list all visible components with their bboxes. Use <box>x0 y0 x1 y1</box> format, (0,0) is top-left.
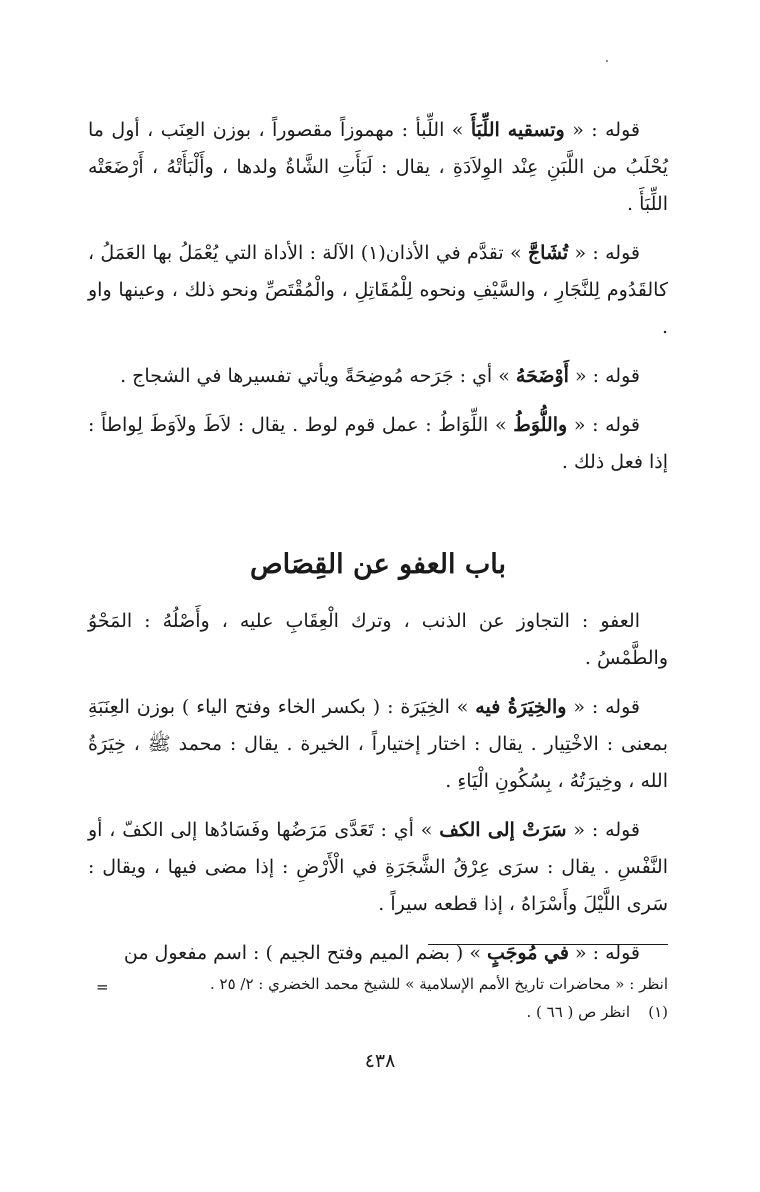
footnotes <box>88 970 668 1026</box>
headword: وتسقيه اللِّبَأَ <box>470 119 565 141</box>
footnote-1-mark: (١) <box>648 1003 668 1021</box>
paragraph-4: قوله : « واللُّوَطُ » اللِّوَاطُ : عمل قوم لوط . يقال : لاَطَ ولاَوَطَ لِواطاً : إذا فعل ذلك . <box>88 414 668 473</box>
chapter-heading: باب العفو عن القِصَاص <box>249 549 507 580</box>
main-text <box>88 112 668 984</box>
paragraph-5: العفو : التجاوز عن الذنب ، وترك الْعِقَابِ عليه ، وأَصْلُهُ : المَحْوُ والطَّمْسُ . <box>88 610 668 669</box>
footnote-continuation-text: انظر : « محاضرات تاريخ الأمم الإسلامية » للشيخ محمد الخضري : ٢/ ٢٥ . <box>209 975 668 993</box>
footnote-continuation-mark: = <box>96 978 109 996</box>
paragraph-3: قوله : « أَوْضَحَهُ » أي : جَرَحه مُوضِحَةً ويأتي تفسيرها في الشجاج . <box>120 365 640 387</box>
headword: تُشَاجَّ <box>527 242 569 264</box>
headword: سَرَتْ إلى الكف <box>439 819 567 841</box>
paragraph-2: قوله : « تُشَاجَّ » تقدَّم في الأذان(١) الآلة : الأداة التي يُعْمَلُ بها العَمَلُ ، كالقَدُوم لِلنَّجَارِ ، والسَّيْفِ ونحوه لِلْمُقَاتِلِ ، والْمُقْتَصِّ ونحو ذلك ، وعينها واو . <box>88 242 668 338</box>
headword: أَوْضَحَهُ <box>515 365 569 387</box>
paragraph-1: قوله : « وتسقيه اللِّبَأَ » اللِّبأ : مهموزاً مقصوراً ، بوزن العِنَب ، أول ما يُحْلَبُ من اللَّبَنِ عِنْد الوِلاَدَةِ ، يقال : لَبَأَتِ الشَّاةُ ولدها ، وأَلْبَأَتْهُ ، أَرْضَعَتْه اللِّبَأَ . <box>88 119 668 215</box>
footnote-divider <box>428 944 668 945</box>
page-speck <box>606 60 608 62</box>
page-number: ٤٣٨ <box>364 1050 396 1072</box>
headword: في مُوجَبٍ <box>487 942 569 964</box>
footnote-1 <box>88 998 668 1026</box>
headword: واللُّوَطُ <box>513 414 568 436</box>
paragraph-7: قوله : « سَرَتْ إلى الكف » أي : تَعَدَّى مَرَضُها وفَسَادُها إلى الكفّ ، أو النَّفْسِ . يقال : سرَى عِرْقُ الشَّجَرَةِ في الْأَرْضِ : إذا مضى فيها ، ويقال : سَرى اللَّيْلَ وأَسْرَاهُ ، إذا قطعه سيراً . <box>88 819 668 915</box>
footnote-1-text: انظر ص ( ٦٦ ) . <box>526 1003 630 1021</box>
headword: والخِيَرَةُ فيه <box>475 696 567 718</box>
paragraph-8: قوله : « في مُوجَبٍ » ( بضم الميم وفتح الجيم ) : اسم مفعول من <box>123 942 640 964</box>
paragraph-6: قوله : « والخِيَرَةُ فيه » الخِيَرَة : ( بكسر الخاء وفتح الياء ) بوزن العِنَبَةِ بمعنى : الاخْتِيار . يقال : اختار إختياراً ، الخيرة . يقال : محمد ﷺ ، خِيَرَةُ الله ، وخِيرَتُهُ ، بِسُكُونِ الْيَاءِ . <box>88 696 668 792</box>
footnote-continuation <box>88 970 668 998</box>
